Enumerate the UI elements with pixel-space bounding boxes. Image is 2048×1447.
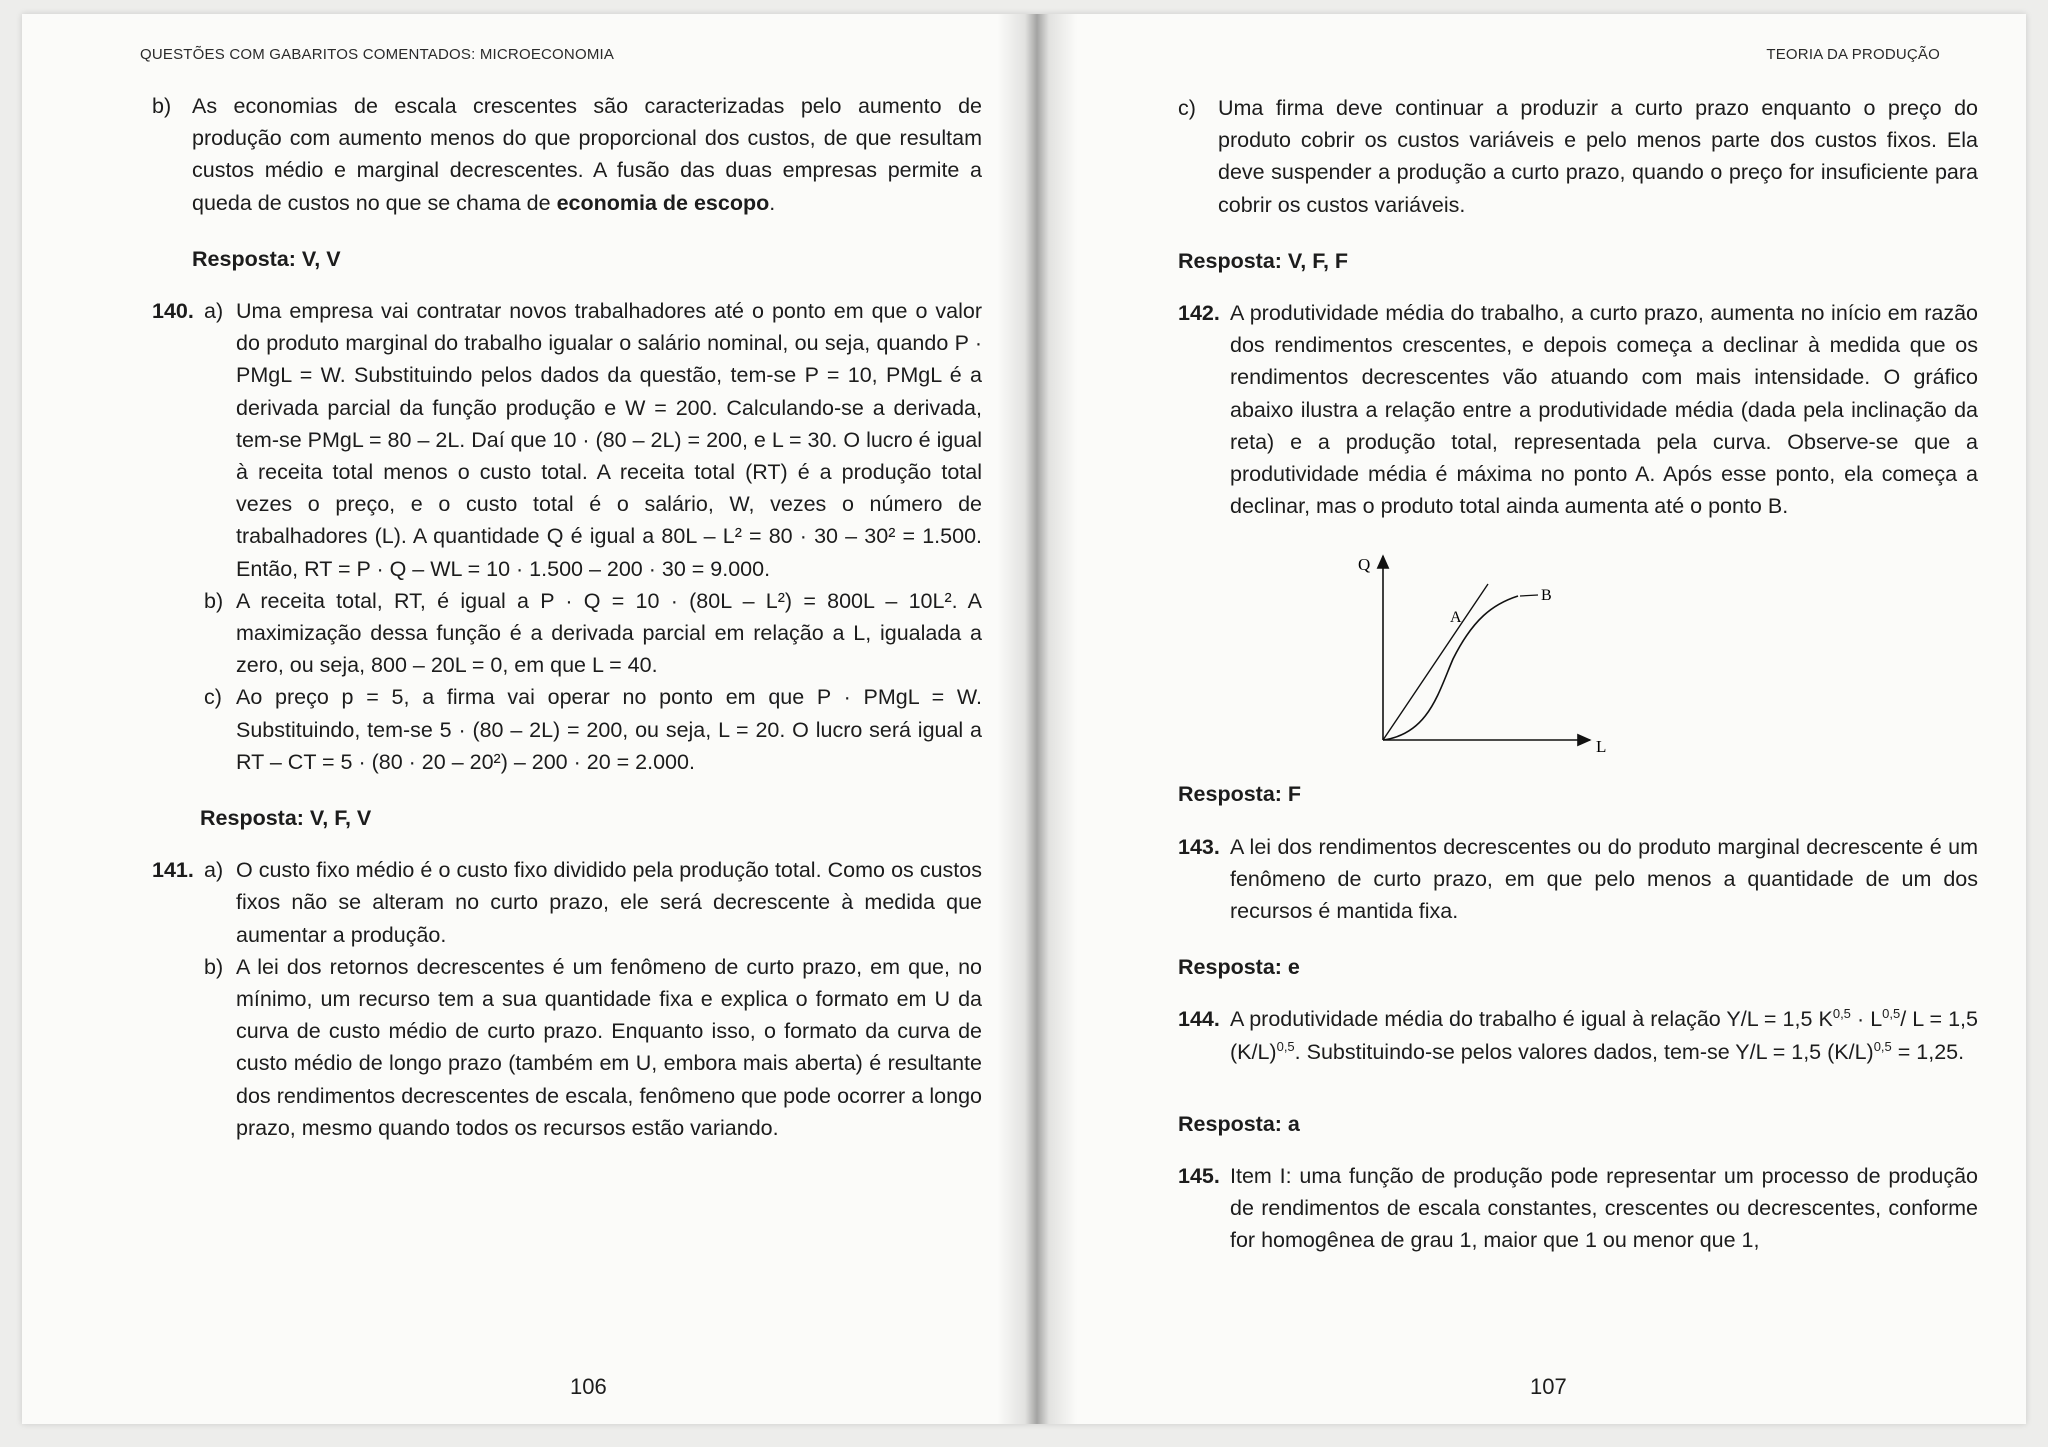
item-label: a) <box>204 858 224 883</box>
point-b-label: B <box>1541 587 1552 605</box>
question-text: Item I: uma função de produção pode representar um processo de produção de rendimentos de escala constantes, crescentes ou decrescentes, conforme for homogênea de grau 1, maior que 1 ou menor que 1, <box>1230 1164 1978 1253</box>
answer-142: Resposta: F <box>1178 782 1302 807</box>
production-diagram <box>1358 544 1608 757</box>
text-part: / L = 1,5 (K/L) <box>1230 1007 1978 1064</box>
text-part: · L <box>1850 1007 1883 1032</box>
point-b-leader <box>1520 595 1538 596</box>
item-141-b <box>204 951 982 1144</box>
right-page <box>1062 14 2026 1424</box>
right-page-text <box>1178 92 1978 1257</box>
running-head-right: TEORIA DA PRODUÇÃO <box>1766 46 1940 63</box>
item-text: Ao preço p = 5, a firma vai operar no ponto em que P · PMgL = W. Substituindo, tem-se 5 · (80 – 2L) = 200, ou seja, L = 20. O lucro será igual a RT – CT = 5 · (80 · 20 – 20²) – 200 · 20 = 2.000. <box>236 685 982 774</box>
left-page-text <box>152 90 982 1144</box>
page-number-right: 107 <box>1530 1374 1567 1399</box>
superscript: 0,5 <box>1873 1038 1892 1054</box>
answer-139: Resposta: V, V <box>192 246 341 271</box>
item-label: c) <box>204 685 222 710</box>
answer-143: Resposta: e <box>1178 955 1300 980</box>
item-text: O custo fixo médio é o custo fixo dividido pela produção total. Como os custos fixos não se alteram no curto prazo, ele será decrescente à medida que aumentar a produção. <box>236 858 982 947</box>
item-141-a <box>204 854 982 951</box>
item-label: b) <box>204 588 224 613</box>
book-spread <box>22 14 2026 1424</box>
question-number: 144. <box>1178 1007 1220 1032</box>
text-part: = 1,25. <box>1891 1039 1965 1064</box>
item-text: A receita total, RT, é igual a P · Q = 10 · (80L – L²) = 800L – 10L². A maximização dessa função é a derivada parcial em relação a L, igualada a zero, ou seja, 800 – 20L = 0, em que L = 40. <box>236 588 982 678</box>
bold-term: economia de escopo <box>556 190 770 215</box>
item-text-end: . <box>769 190 776 215</box>
item-141-c <box>1178 92 1978 221</box>
superscript: 0,5 <box>1276 1038 1295 1054</box>
question-143 <box>1178 831 1978 928</box>
superscript: 0,5 <box>1882 1006 1901 1022</box>
page-number-left: 106 <box>570 1374 607 1399</box>
x-axis-label: L <box>1596 737 1607 757</box>
item-text: As economias de escala crescentes são caracterizadas pelo aumento de produção com aumento menos do que proporcional dos custos, de que resultam custos médio e marginal decrescentes. A fusão das duas empresas permite a queda de custos no que se chama de <box>192 94 982 215</box>
answer-141: Resposta: V, F, F <box>1178 248 1349 273</box>
question-141 <box>152 854 982 1144</box>
question-number: 142. <box>1178 301 1220 326</box>
item-text: A lei dos retornos decrescentes é um fenômeno de curto prazo, em que, no mínimo, um recurso tem a sua quantidade fixa e explica o formato em U da curva de custo médio de curto prazo. Enquanto isso, o formato da curva de custo médio de longo prazo (também em U, embora mais aberta) é resultante dos rendimentos decrescentes de escala, fenômeno que pode ocorrer a longo prazo, mesmo quando todos os recursos estão variando. <box>236 954 982 1140</box>
item-139-b <box>152 90 982 219</box>
item-140-c <box>204 681 982 778</box>
item-140-a <box>204 295 982 585</box>
text-part: . Substituindo-se pelos valores dados, tem-se Y/L = 1,5 (K/L) <box>1294 1039 1874 1064</box>
text-part: A produtividade média do trabalho é igual à relação Y/L = 1,5 K <box>1230 1007 1833 1032</box>
average-product-ray <box>1383 584 1488 740</box>
question-145 <box>1178 1160 1978 1257</box>
question-text: A produtividade média do trabalho, a curto prazo, aumenta no início em razão dos rendimentos crescentes, e depois começa a declinar à medida que os rendimentos decrescentes vão atuando com mais intensidade. O gráfico abaixo ilustra a relação entre a produtividade média (dada pela inclinação da reta) e a produção total, representada pela curva. Observe-se que a produtividade média é máxima no ponto A. Após esse ponto, ela começa a declinar, mas o produto total ainda aumenta até o ponto B. <box>1230 301 1978 519</box>
running-head-left: QUESTÕES COM GABARITOS COMENTADOS: MICROECONOMIA <box>140 46 615 63</box>
question-144 <box>1178 1003 1978 1067</box>
production-figure <box>1178 544 1978 757</box>
question-text: A lei dos rendimentos decrescentes ou do produto marginal decrescente é um fenômeno de curto prazo, em que pelo menos a quantidade de um dos recursos é mantida fixa. <box>1230 834 1978 924</box>
item-text: Uma empresa vai contratar novos trabalhadores até o ponto em que o valor do produto marginal do trabalho igualar o salário nominal, ou seja, quando P · PMgL = W. Substituindo pelos dados da questão, tem-se P = 10, PMgL é a derivada parcial da função produção e W = 200. Calculando-se a derivada, tem-se PMgL = 80 – 2L. Daí que 10 · (80 – 2L) = 200, e L = 30. O lucro é igual à receita total menos o custo total. A receita total (RT) é a produção total vezes o preço, e o custo total é o salário, W, vezes o número de trabalhadores (L). A quantidade Q é igual a 80L – L² = 80 · 30 – 30² = 1.500. Então, RT = P · Q – WL = 10 · 1.500 – 200 · 30 = 9.000. <box>236 299 982 581</box>
item-label: c) <box>1178 96 1196 120</box>
item-140-b <box>204 585 982 682</box>
question-text <box>1230 1003 1978 1067</box>
answer-140: Resposta: V, F, V <box>200 806 372 831</box>
question-number: 145. <box>1178 1164 1220 1189</box>
superscript: 0,5 <box>1832 1006 1851 1022</box>
question-number: 140. <box>152 299 194 324</box>
question-number: 141. <box>152 858 194 883</box>
question-number: 143. <box>1178 834 1220 859</box>
question-140 <box>152 295 982 778</box>
question-142 <box>1178 297 1978 522</box>
item-label: b) <box>152 94 172 118</box>
item-label: a) <box>204 299 224 324</box>
item-label: b) <box>204 954 224 979</box>
y-axis-label: Q <box>1358 555 1371 575</box>
answer-144: Resposta: a <box>1178 1111 1300 1136</box>
point-a-label: A <box>1450 609 1462 627</box>
item-text: Uma firma deve continuar a produzir a curto prazo enquanto o preço do produto cobrir os custos variáveis e pelo menos parte dos custos fixos. Ela deve suspender a produção a curto prazo, quando o preço for insuficiente para cobrir os custos variáveis. <box>1218 96 1978 217</box>
left-page <box>22 14 1012 1424</box>
